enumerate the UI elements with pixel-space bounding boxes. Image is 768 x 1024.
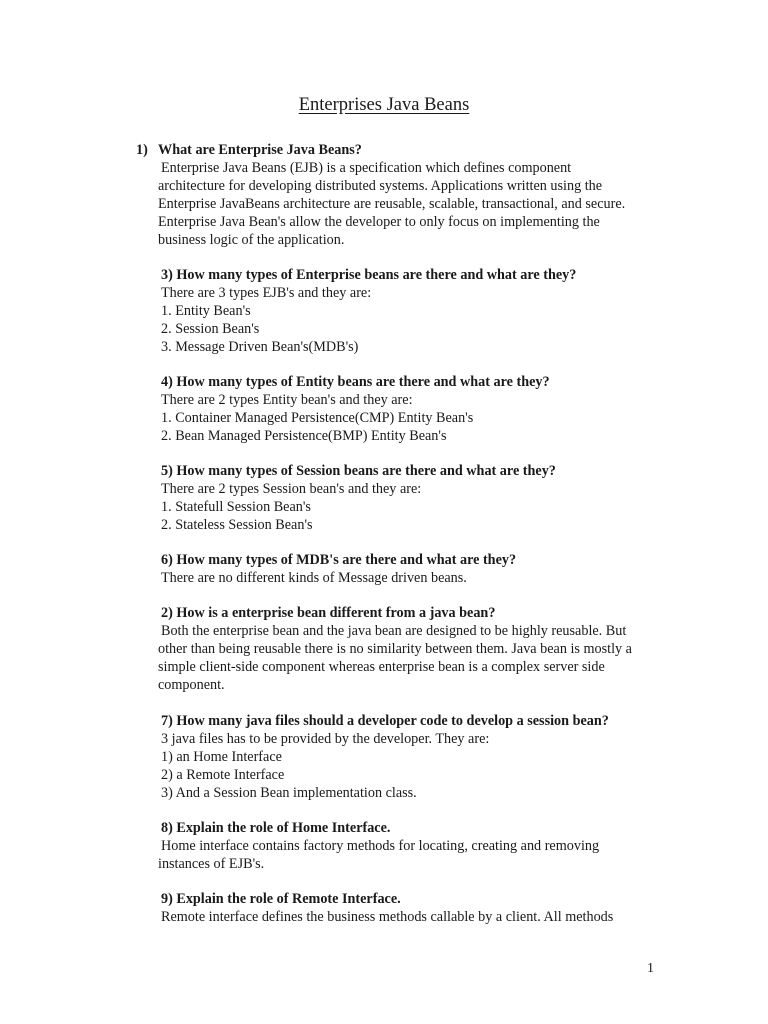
answer-intro: 3 java files has to be provided by the developer. They are: (161, 731, 490, 747)
section-3 (158, 266, 658, 356)
section-8 (158, 819, 658, 873)
question-heading: 3) How many types of Enterprise beans are there and what are they? (161, 267, 577, 283)
answer-text: Enterprise Java Beans (EJB) is a specification which defines component architecture for developing distributed systems. Applications written using the Enterprise JavaBeans architecture are reusable, scalable, transactional, and secure. Enterprise Java Bean's allow the developer to only focus on implementing the business logic of the application. (158, 160, 626, 248)
list-item: 2) a Remote Interface (161, 767, 285, 783)
question-heading: 5) How many types of Session beans are there and what are they? (161, 463, 556, 479)
section-7 (158, 712, 658, 802)
answer-intro: There are no different kinds of Message driven beans. (161, 570, 467, 586)
page-number: 1 (647, 961, 654, 976)
document-title: Enterprises Java Beans (298, 95, 470, 115)
answer-paragraph (158, 837, 636, 873)
list-item: 1. Statefull Session Bean's (161, 499, 311, 515)
list-item: 1. Entity Bean's (161, 303, 251, 319)
list-item: 2. Stateless Session Bean's (161, 517, 313, 533)
section-number: 1) (136, 142, 148, 158)
answer-intro: Remote interface defines the business methods callable by a client. All methods (161, 909, 614, 925)
list-item: 2. Bean Managed Persistence(BMP) Entity Bean's (161, 428, 447, 444)
answer-intro: There are 3 types EJB's and they are: (161, 285, 372, 301)
question-heading: What are Enterprise Java Beans? (158, 142, 362, 158)
list-item: 2. Session Bean's (161, 321, 260, 337)
section-6 (158, 551, 658, 587)
question-heading: 9) Explain the role of Remote Interface. (161, 891, 401, 907)
section-4 (158, 373, 658, 445)
question-heading: 6) How many types of MDB's are there and what are they? (161, 552, 517, 568)
answer-paragraph (158, 622, 636, 694)
answer-text: Home interface contains factory methods for locating, creating and removing instances of EJB's. (158, 838, 600, 872)
section-5 (158, 462, 658, 534)
question-heading: 7) How many java files should a developer code to develop a session bean? (161, 713, 609, 729)
section-2 (158, 604, 658, 694)
question-heading: 4) How many types of Entity beans are there and what are they? (161, 374, 550, 390)
answer-intro: There are 2 types Session bean's and they are: (161, 481, 422, 497)
question-heading: 8) Explain the role of Home Interface. (161, 820, 391, 836)
list-item: 3. Message Driven Bean's(MDB's) (161, 339, 359, 355)
list-item: 1) an Home Interface (161, 749, 282, 765)
question-heading: 2) How is a enterprise bean different from a java bean? (161, 605, 496, 621)
answer-intro: There are 2 types Entity bean's and they are: (161, 392, 413, 408)
answer-text: Both the enterprise bean and the java bean are designed to be highly reusable. But other than being reusable there is no similarity between them. Java bean is mostly a simple client-side component whereas enterprise bean is a complex server side component. (158, 623, 632, 693)
list-item: 1. Container Managed Persistence(CMP) Entity Bean's (161, 410, 474, 426)
section-9 (158, 890, 658, 926)
answer-paragraph (158, 159, 636, 249)
section-1 (136, 141, 658, 249)
list-item: 3) And a Session Bean implementation class. (161, 785, 417, 801)
